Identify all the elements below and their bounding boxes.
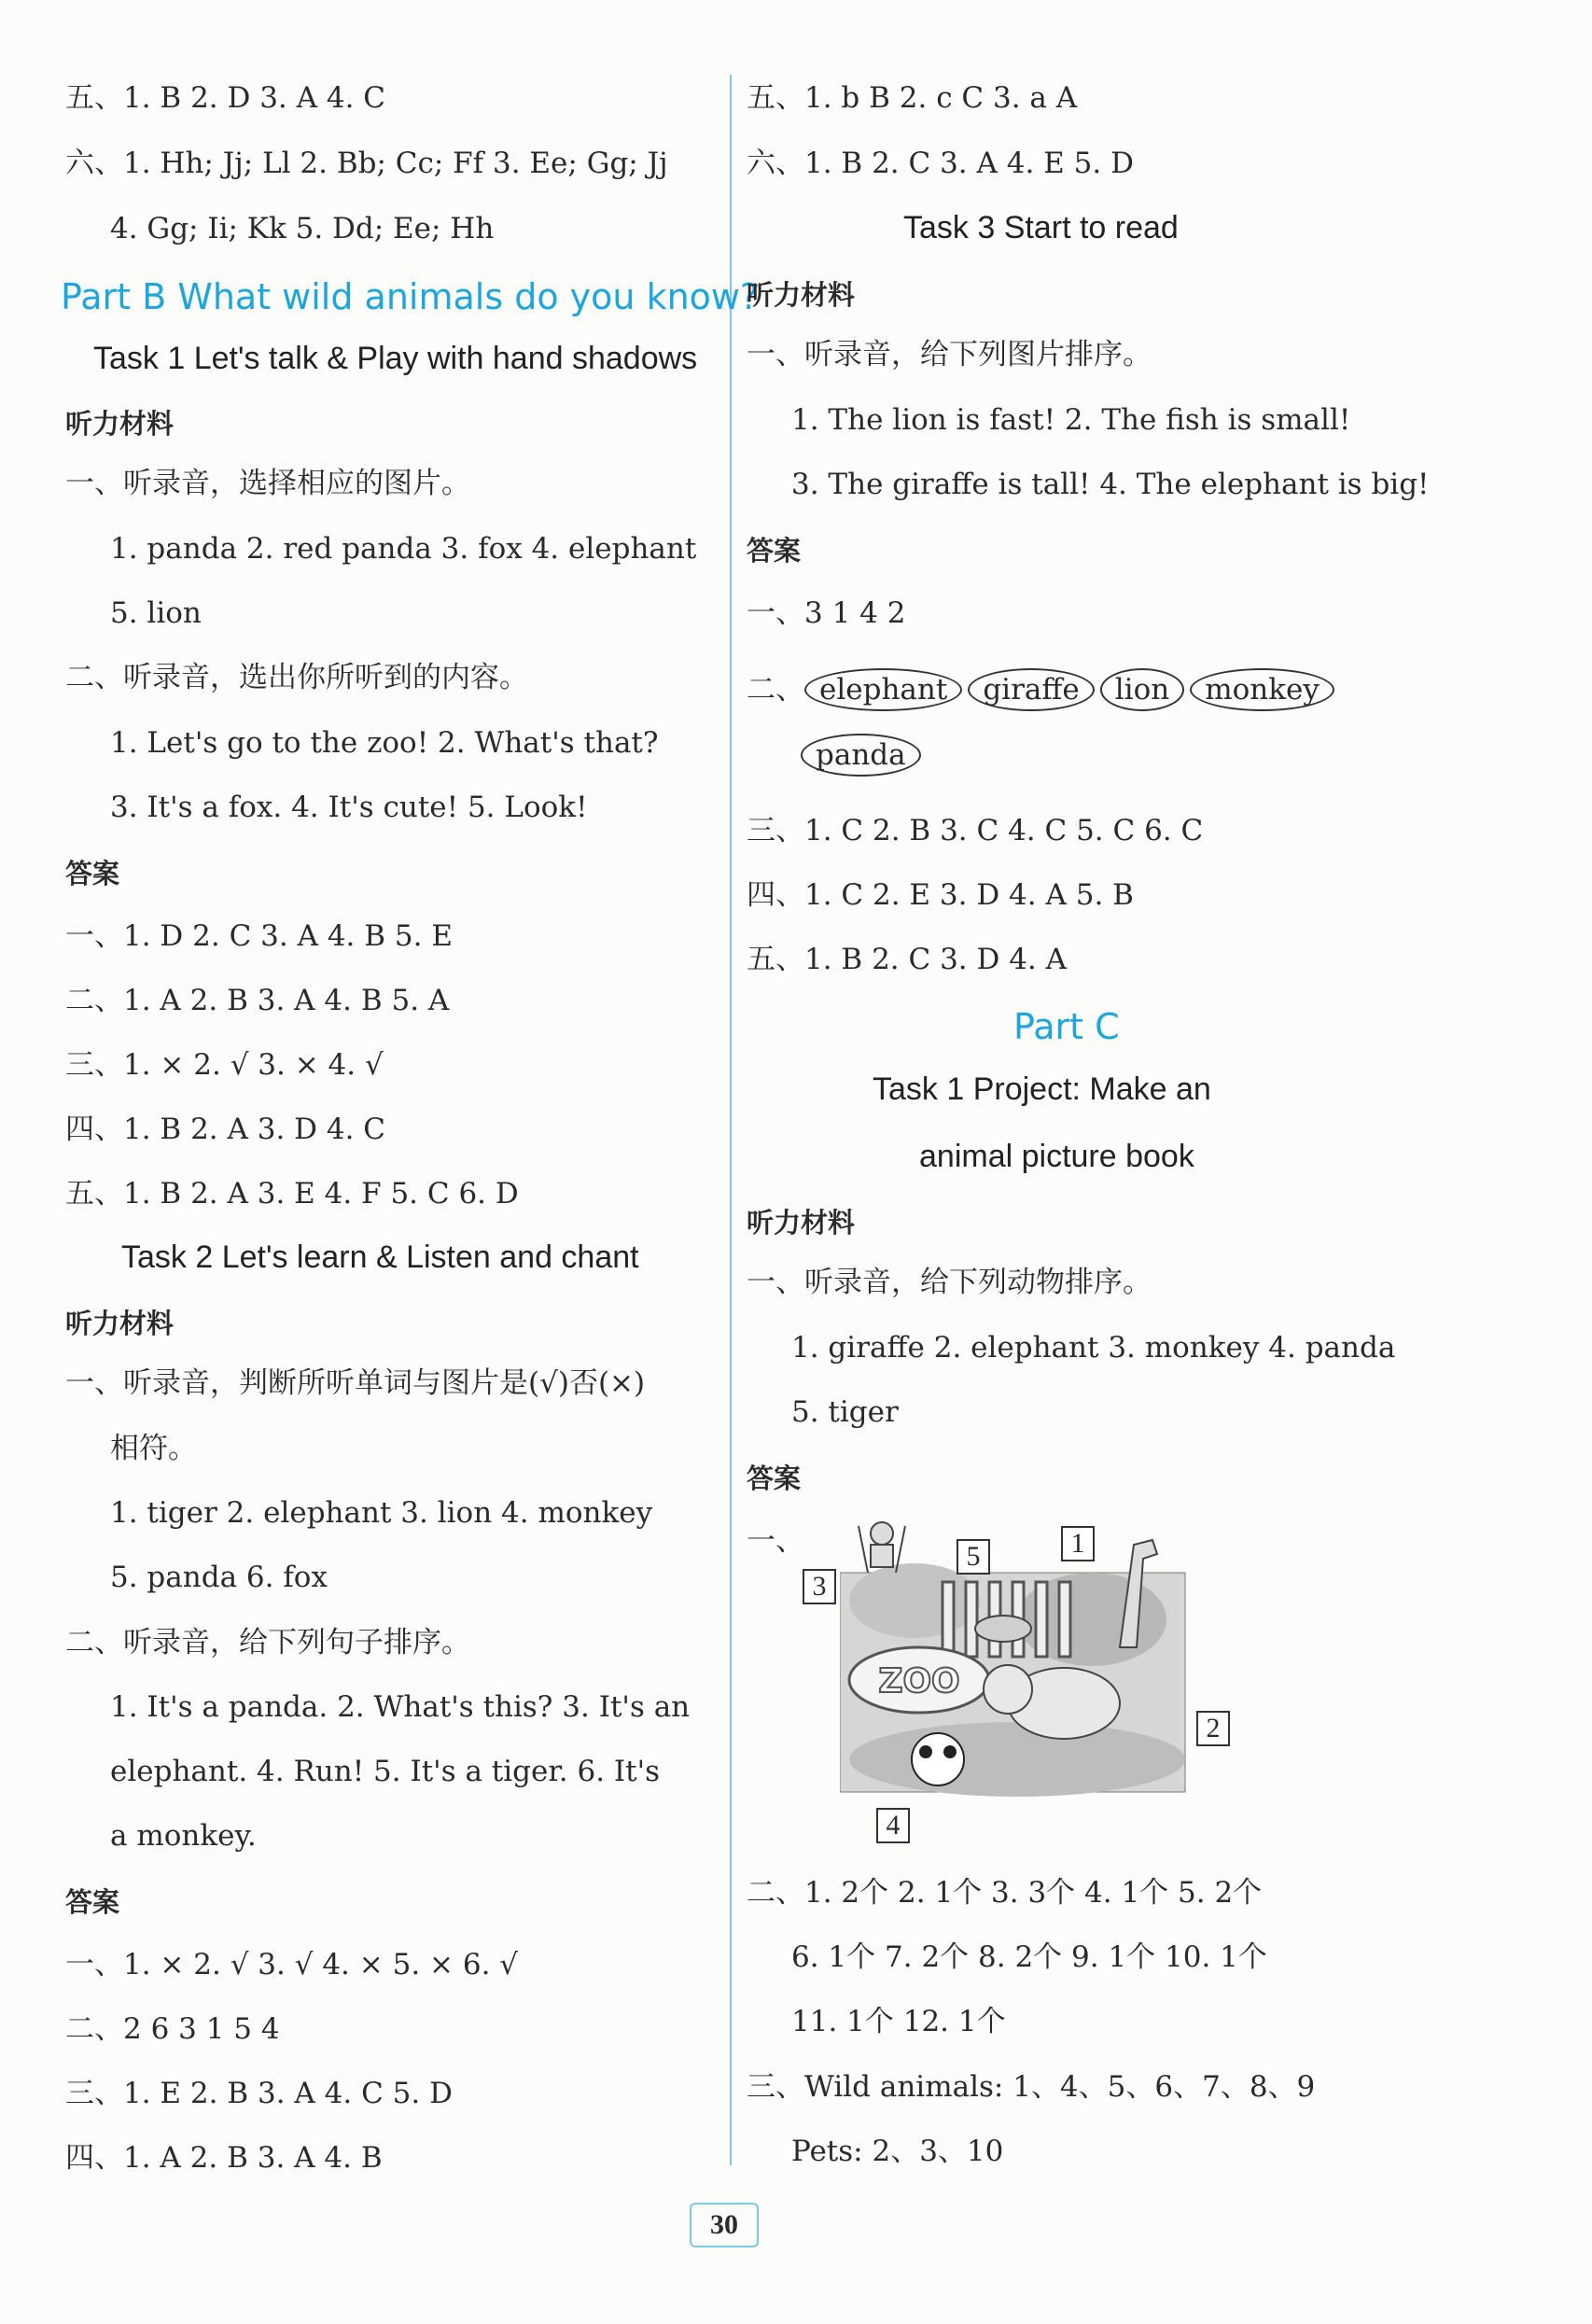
question: 一、听录音，选择相应的图片。: [65, 467, 470, 500]
question: 相符。: [110, 1432, 197, 1465]
circled-word: panda: [801, 734, 921, 777]
zoo-sign-text: ZOO: [878, 1662, 960, 1701]
label-box-5: 5: [957, 1539, 990, 1575]
answer-line: 6. 1个 7. 2个 8. 2个 9. 1个 10. 1个: [791, 1940, 1267, 1974]
zoo-scene-image: [840, 1517, 1194, 1806]
question-item: 1. tiger 2. elephant 3. lion 4. monkey: [110, 1496, 653, 1530]
circled-word: lion: [1100, 668, 1184, 711]
question: 一、听录音，判断所听单词与图片是(√)否(×): [65, 1366, 646, 1400]
answer-line: 二、2 6 3 1 5 4: [65, 2012, 280, 2046]
question: 一、听录音，给下列动物排序。: [747, 1266, 1152, 1299]
answer-line: Pets: 2、3、10: [791, 2135, 1004, 2168]
circled-word: elephant: [804, 668, 962, 711]
question-item: 5. lion: [110, 596, 202, 630]
page-number: 30: [690, 2203, 759, 2247]
answer-line: 三、1. × 2. √ 3. × 4. √: [65, 1048, 384, 1082]
answer-line: 11. 1个 12. 1个: [791, 2005, 1006, 2038]
label-box-3: 3: [803, 1569, 836, 1604]
question: 二、听录音，给下列句子排序。: [65, 1626, 470, 1659]
question-item: 3. It's a fox. 4. It's cute! 5. Look!: [110, 791, 588, 824]
circled-word: monkey: [1190, 668, 1334, 711]
task-c-title-line2: animal picture book: [919, 1139, 1194, 1174]
zoo-illustration: [812, 1517, 1221, 1841]
question-item: 1. It's a panda. 2. What's this? 3. It's an: [110, 1690, 691, 1724]
question-item: 3. The giraffe is tall! 4. The elephant is big!: [791, 468, 1430, 501]
answer-line: 4. Gg; Ii; Kk 5. Dd; Ee; Hh: [110, 212, 495, 245]
answer-line: 二、1. A 2. B 3. A 4. B 5. A: [65, 984, 450, 1017]
answer-line: [747, 668, 1340, 711]
question-item: 5. tiger: [791, 1395, 899, 1429]
section-heading: 答案: [65, 858, 120, 889]
answer-line: 五、1. b B 2. c C 3. a A: [747, 81, 1078, 115]
answer-line: 五、1. B 2. C 3. D 4. A: [747, 943, 1068, 976]
answer-line: 二、1. 2个 2. 1个 3. 3个 4. 1个 5. 2个: [747, 1876, 1263, 1910]
section-heading: 听力材料: [747, 1207, 856, 1239]
section-heading: 听力材料: [65, 408, 175, 440]
question-item: 1. Let's go to the zoo! 2. What's that?: [110, 726, 659, 760]
answer-prefix: 一、: [747, 1524, 804, 1558]
answer-line: 六、1. B 2. C 3. A 4. E 5. D: [747, 147, 1134, 180]
answer-line: 六、1. Hh; Jj; Ll 2. Bb; Cc; Ff 3. Ee; Gg; Jj: [65, 147, 668, 180]
label-box-2: 2: [1196, 1711, 1230, 1746]
label-box-4: 4: [876, 1808, 910, 1843]
answer-line: 一、1. D 2. C 3. A 4. B 5. E: [65, 919, 453, 953]
question: 二、听录音，选出你所听到的内容。: [65, 661, 528, 694]
task1-title: Task 1 Let's talk & Play with hand shadows: [93, 341, 698, 376]
question-item: 1. panda 2. red panda 3. fox 4. elephant: [110, 532, 697, 566]
label-box-1: 1: [1061, 1526, 1095, 1561]
question-item: 5. panda 6. fox: [110, 1561, 328, 1594]
section-heading: 答案: [65, 1886, 120, 1918]
answer-line: 四、1. B 2. A 3. D 4. C: [65, 1113, 386, 1146]
task2-title: Task 2 Let's learn & Listen and chant: [121, 1239, 639, 1275]
answer-line: 四、1. C 2. E 3. D 4. A 5. B: [747, 878, 1134, 912]
part-b-title: Part B What wild animals do you know?: [61, 276, 760, 317]
question: 一、听录音，给下列图片排序。: [747, 338, 1152, 371]
section-heading: 答案: [747, 535, 802, 567]
question-item: elephant. 4. Run! 5. It's a tiger. 6. It's: [110, 1755, 661, 1788]
circled-word: giraffe: [968, 668, 1094, 711]
question-item: a monkey.: [110, 1819, 257, 1853]
answer-line: 三、1. E 2. B 3. A 4. C 5. D: [65, 2077, 453, 2110]
section-heading: 听力材料: [65, 1308, 175, 1339]
answer-line: 三、Wild animals: 1、4、5、6、7、8、9: [747, 2070, 1316, 2104]
answer-line: 一、1. × 2. √ 3. √ 4. × 5. × 6. √: [65, 1948, 519, 1981]
answer-line: [801, 734, 927, 777]
answer-line: 五、1. B 2. D 3. A 4. C: [65, 81, 386, 115]
part-c-title: Part C: [1013, 1006, 1120, 1047]
answer-prefix: 二、: [747, 673, 804, 707]
answer-line: 三、1. C 2. B 3. C 4. C 5. C 6. C: [747, 814, 1204, 847]
answer-line: 五、1. B 2. A 3. E 4. F 5. C 6. D: [65, 1177, 519, 1211]
task-c-title: Task 1 Project: Make an: [873, 1071, 1211, 1107]
question-item: 1. The lion is fast! 2. The fish is small!: [791, 403, 1351, 437]
answer-line: 一、3 1 4 2: [747, 596, 906, 630]
section-heading: 答案: [747, 1463, 802, 1494]
question-item: 1. giraffe 2. elephant 3. monkey 4. panda: [791, 1331, 1396, 1365]
answer-line: 四、1. A 2. B 3. A 4. B: [65, 2141, 383, 2175]
task3-title: Task 3 Start to read: [903, 210, 1179, 245]
section-heading: 听力材料: [747, 279, 856, 311]
column-divider: [730, 75, 732, 2165]
